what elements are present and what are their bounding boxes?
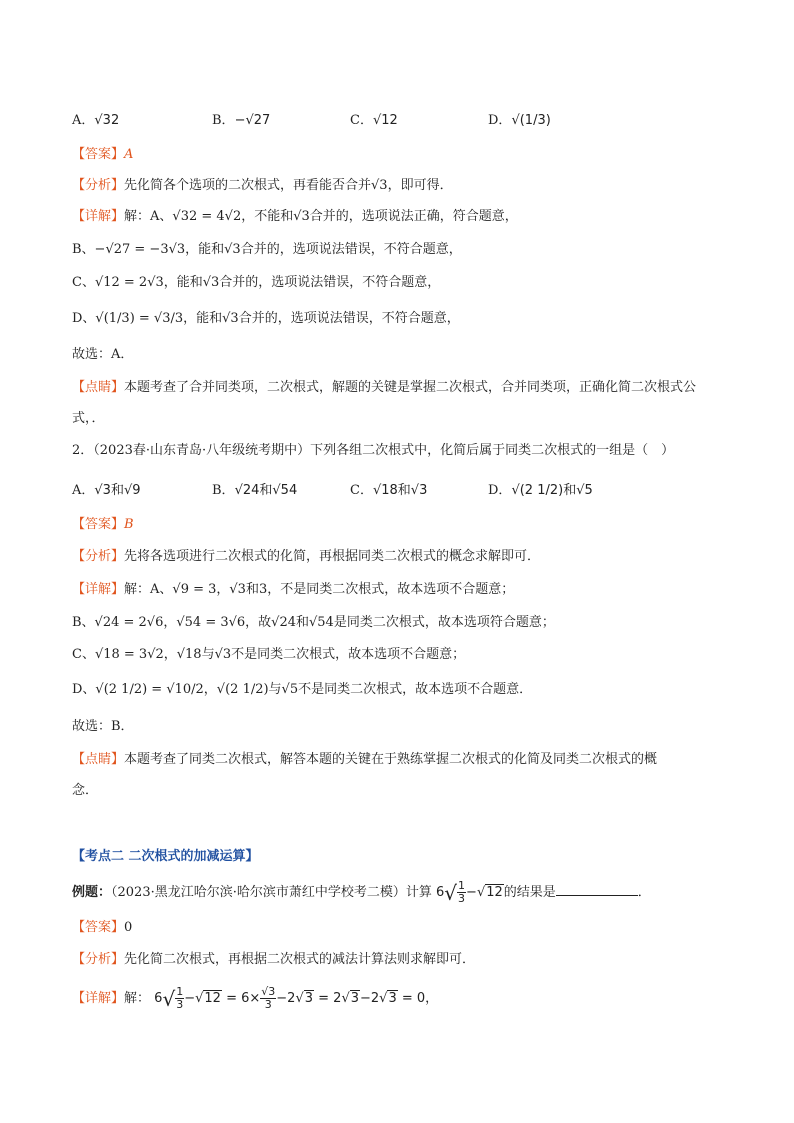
radical xyxy=(444,880,466,905)
answer-blank xyxy=(556,883,638,896)
example-stem-a: （2023·黑龙江哈尔滨·哈尔滨市萧红中学校考二模）计算 xyxy=(111,885,432,900)
detail-tag: 【详解】 xyxy=(72,991,125,1006)
analysis-tag: 【分析】 xyxy=(72,178,125,193)
detail-tag: 【详解】 xyxy=(72,209,125,224)
answer-tag: 【答案】 xyxy=(72,147,125,162)
option-math: √(2 1/2)和√5 xyxy=(511,483,593,498)
q1-detail-3 xyxy=(72,273,440,293)
q1-comment-1 xyxy=(72,378,696,398)
radical-sign-icon: √ xyxy=(444,880,458,905)
q2-choice xyxy=(72,717,134,737)
option-label: C． xyxy=(350,483,373,498)
detail-text: D、√(2 1/2) = √10/2，√(2 1/2)与√5不是同类二次根式，故本选项不合题意． xyxy=(72,682,533,697)
comment-tag: 【点睛】 xyxy=(72,752,125,767)
detail-text: D、√(1/3) = √3/3，能和√3合并的，选项说法错误，不符合题意， xyxy=(72,311,460,326)
detail-text: B、−√27 = −3√3，能和√3合并的，选项说法错误，不符合题意， xyxy=(72,242,462,257)
comment-text: 式，． xyxy=(72,411,105,426)
radical xyxy=(162,986,184,1011)
q2-option-a xyxy=(72,479,141,498)
comment-text: 本题考查了同类二次根式，解答本题的关键在于熟练掌握二次根式的化简及同类二次根式的概 xyxy=(124,752,658,767)
example-stem-b: 的结果是 xyxy=(503,885,556,900)
q1-answer xyxy=(72,145,133,165)
q2-detail-1 xyxy=(72,580,514,600)
fraction: $\frac{1}{3}$ xyxy=(176,985,184,1011)
answer-value: 0 xyxy=(124,920,133,935)
option-label: B． xyxy=(212,113,235,128)
q1-choice xyxy=(72,345,133,365)
analysis-text: 先化简各个选项的二次根式，再看能否合并√3，即可得． xyxy=(124,178,453,193)
fraction: $\frac{√3}{3}$ xyxy=(261,985,276,1011)
q1-detail-2 xyxy=(72,240,462,260)
q2-detail-2 xyxy=(72,613,555,633)
option-math: √24和√54 xyxy=(234,483,298,498)
option-label: D． xyxy=(488,113,512,128)
q1-analysis xyxy=(72,176,453,196)
option-label: D． xyxy=(488,483,512,498)
q2-option-b xyxy=(212,479,297,498)
detail-text: C、√18 = 3√2，√18与√3不是同类二次根式，故本选项不合题意； xyxy=(72,647,466,662)
comment-tag: 【点睛】 xyxy=(72,380,125,395)
q2-option-d xyxy=(488,479,593,498)
detail-tag: 【详解】 xyxy=(72,582,125,597)
detail-equation: 6 √ $\frac{1}{3}$ −√12 = 6× $\frac{√3}{3}$ −2√3 = 2√3−2√3 = 0， xyxy=(154,985,439,1011)
analysis-text: 先将各选项进行二次根式的化简，再根据同类二次根式的概念求解即可． xyxy=(124,549,541,564)
q2-detail-4 xyxy=(72,680,532,700)
q1-comment-2 xyxy=(72,409,105,429)
option-math: √(1/3) xyxy=(511,113,551,128)
analysis-text: 先化简二次根式，再根据二次根式的减法计算法则求解即可． xyxy=(124,952,476,967)
detail-prefix: 解： xyxy=(124,991,151,1006)
detail-text: C、√12 = 2√3，能和√3合并的，选项说法错误，不符合题意， xyxy=(72,275,441,290)
q1-option-a xyxy=(72,109,119,128)
answer-value: B xyxy=(124,517,134,532)
analysis-tag: 【分析】 xyxy=(72,952,125,967)
q2-answer xyxy=(72,515,134,535)
q1-option-b xyxy=(212,109,270,128)
answer-value: A xyxy=(124,147,134,162)
comment-text: 念． xyxy=(72,783,99,798)
option-label: B． xyxy=(212,483,235,498)
option-math: √3和√9 xyxy=(94,483,141,498)
detail-text: 解：A、√32 = 4√2，不能和√3合并的，选项说法正确，符合题意， xyxy=(124,209,518,224)
answer-tag: 【答案】 xyxy=(72,517,125,532)
q2-analysis xyxy=(72,547,540,567)
analysis-tag: 【分析】 xyxy=(72,549,125,564)
option-math: −√27 xyxy=(234,113,271,128)
q1-detail-4 xyxy=(72,309,460,329)
q1-option-d xyxy=(488,109,551,128)
q1-option-c xyxy=(350,109,398,128)
choice-text: 故选：B． xyxy=(72,719,134,734)
example-stem xyxy=(72,880,651,905)
option-label: A． xyxy=(72,113,95,128)
option-label: A． xyxy=(72,483,95,498)
q1-detail-1 xyxy=(72,207,518,227)
q2-option-c xyxy=(350,479,427,498)
expression: 6 √ $\frac{1}{3}$ −√12 xyxy=(436,879,503,905)
detail-text: 解：A、√9 = 3，√3和3，不是同类二次根式，故本选项不合题意； xyxy=(124,582,515,597)
example-detail xyxy=(72,986,438,1011)
q2-stem xyxy=(72,441,674,461)
q2-detail-3 xyxy=(72,645,465,665)
choice-text: 故选：A． xyxy=(72,347,134,362)
fraction: $\frac{1}{3}$ xyxy=(458,879,466,905)
example-label: 例题： xyxy=(72,885,112,900)
q2-comment-2 xyxy=(72,781,98,801)
question-stem: 2．（2023春·山东青岛·八年级统考期中）下列各组二次根式中，化简后属于同类二次根式的一组是（ ） xyxy=(72,443,675,458)
radical-sign-icon: √ xyxy=(162,986,176,1011)
option-math: √12 xyxy=(372,113,398,128)
option-math: √32 xyxy=(94,113,120,128)
comment-text: 本题考查了合并同类项，二次根式，解题的关键是掌握二次根式，合并同类项，正确化简二次根式公 xyxy=(124,380,697,395)
example-analysis xyxy=(72,950,475,970)
answer-tag: 【答案】 xyxy=(72,920,125,935)
option-math: √18和√3 xyxy=(372,483,428,498)
example-answer xyxy=(72,918,132,938)
detail-text: B、√24 = 2√6，√54 = 3√6，故√24和√54是同类二次根式，故本选项符合题意； xyxy=(72,615,555,630)
q2-comment-1 xyxy=(72,750,657,770)
section-title: 【考点二 二次根式的加减运算】 xyxy=(72,849,259,864)
example-end: ． xyxy=(637,885,651,900)
option-label: C． xyxy=(350,113,373,128)
